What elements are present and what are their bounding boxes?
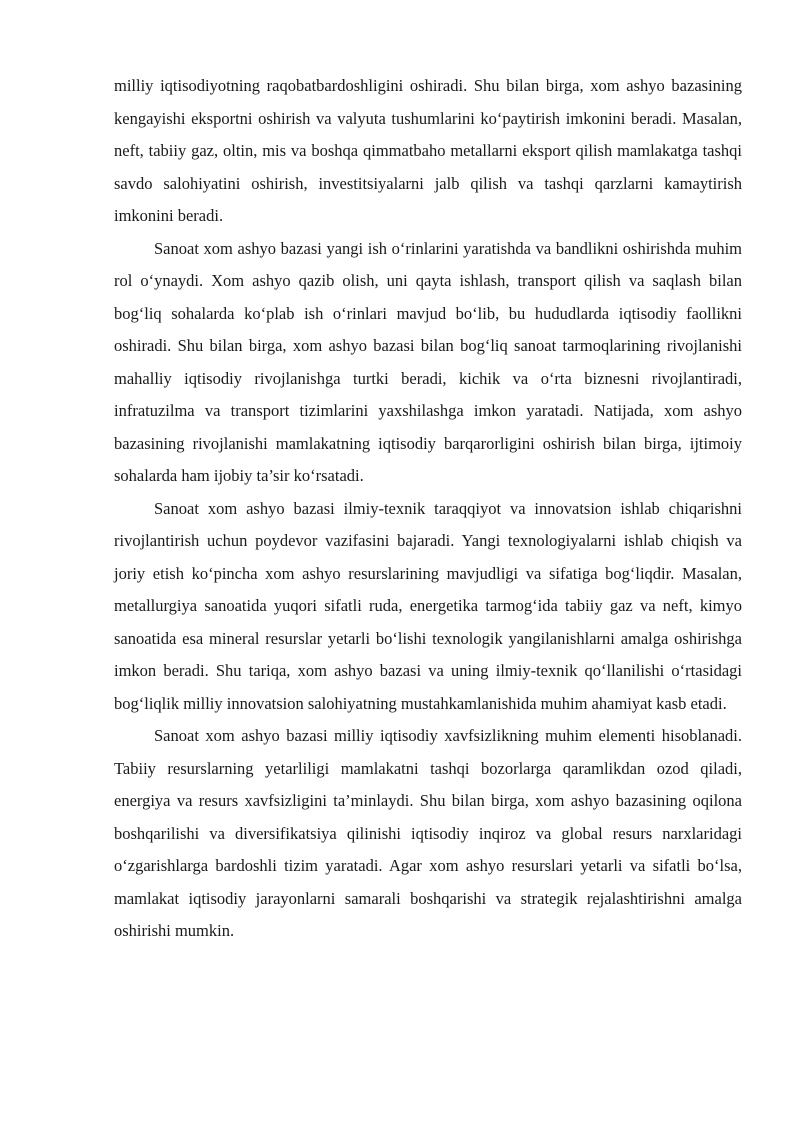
body-text: [114, 70, 742, 948]
paragraph-1: milliy iqtisodiyotning raqobatbardoshligini oshiradi. Shu bilan birga, xom ashyo bazasining kengayishi eksportni oshirish va valyuta tushumlarini ko‘paytirish imkonini beradi. Masalan, neft, tabiiy gaz, oltin, mis va boshqa qimmatbaho metallarni eksport qilish mamlakatga tashqi savdo salohiyatini oshirish, investitsiyalarni jalb qilish va tashqi qarzlarni kamaytirish imkonini beradi.: [114, 76, 742, 225]
paragraph-4: Sanoat xom ashyo bazasi milliy iqtisodiy xavfsizlikning muhim elementi hisoblanadi. Tabiiy resurslarning yetarliligi mamlakatni tashqi bozorlarga qaramlikdan ozod qiladi, energiya va resurs xavfsizligini ta’minlaydi. Shu bilan birga, xom ashyo bazasining oqilona boshqarilishi va diversifikatsiya qilinishi iqtisodiy inqiroz va global resurs narxlaridagi o‘zgarishlarga bardoshli tizim yaratadi. Agar xom ashyo resurslari yetarli va sifatli bo‘lsa, mamlakat iqtisodiy jarayonlarni samarali boshqarishi va strategik rejalashtirishni amalga oshirishi mumkin.: [114, 726, 742, 940]
paragraph-3: Sanoat xom ashyo bazasi ilmiy-texnik taraqqiyot va innovatsion ishlab chiqarishni rivojlantirish uchun poydevor vazifasini bajaradi. Yangi texnologiyalarni ishlab chiqish va joriy etish ko‘pincha xom ashyo resurslarining mavjudligi va sifatiga bog‘liqdir. Masalan, metallurgiya sanoatida yuqori sifatli ruda, energetika tarmog‘ida tabiiy gaz va neft, kimyo sanoatida esa mineral resurslar yetarli bo‘lishi texnologik yangilanishlarni amalga oshirishga imkon beradi. Shu tariqa, xom ashyo bazasi va uning ilmiy-texnik qo‘llanilishi o‘rtasidagi bog‘liqlik milliy innovatsion salohiyatning mustahkamlanishida muhim ahamiyat kasb etadi.: [114, 498, 742, 713]
paragraph-2: Sanoat xom ashyo bazasi yangi ish o‘rinlarini yaratishda va bandlikni oshirishda muhim rol o‘ynaydi. Xom ashyo qazib olish, uni qayta ishlash, transport qilish va saqlash bilan bog‘liq sohalarda ko‘plab ish o‘rinlari mavjud bo‘lib, bu hududlarda iqtisodiy faollikni oshiradi. Shu bilan birga, xom ashyo bazasi bilan bog‘liq sanoat tarmoqlarining rivojlanishi mahalliy iqtisodiy rivojlanishga turtki beradi, kichik va o‘rta biznesni rivojlantiradi, infratuzilma va transport tizimlarini yaxshilashga imkon yaratadi. Natijada, xom ashyo bazasining rivojlanishi mamlakatning iqtisodiy barqarorligini oshirish bilan birga, ijtimoiy sohalarda ham ijobiy ta’sir ko‘rsatadi.: [114, 238, 742, 485]
